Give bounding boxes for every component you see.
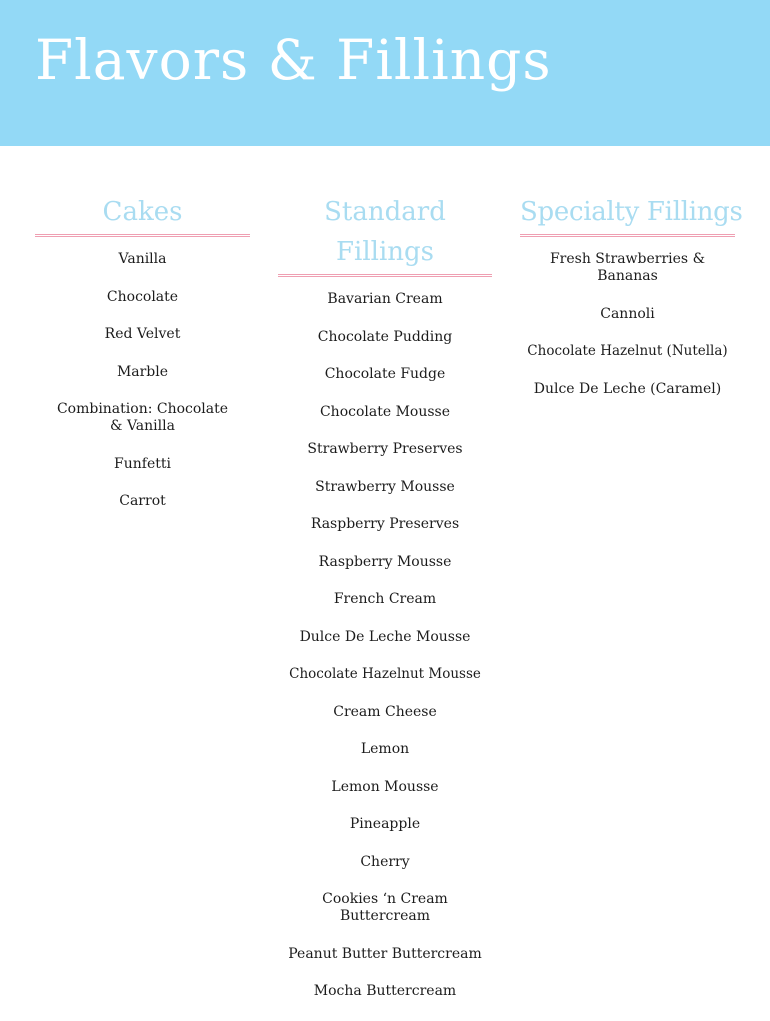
standard-fillings-column [278, 192, 492, 1021]
list-item: Vanilla [118, 251, 167, 267]
list-item: Chocolate Mousse [319, 403, 451, 420]
list-item: Dulce De Leche (Caramel) [533, 380, 722, 397]
specialty-fillings-column [520, 192, 743, 418]
list-item [278, 891, 492, 925]
list-item: Pineapple [349, 816, 421, 832]
cakes-column [35, 192, 250, 531]
list-item: Lemon Mousse [331, 778, 439, 795]
list-item: Chocolate Pudding [317, 328, 453, 345]
list-item: Carrot [119, 493, 166, 509]
list-item: Funfetti [114, 455, 171, 472]
list-item [35, 401, 250, 435]
list-item: Peanut Butter Buttercream [288, 945, 482, 962]
standard-fillings-heading-text: Standard Fillings [324, 197, 446, 267]
header-banner [0, 0, 770, 146]
specialty-fillings-heading: Specialty Fillings [520, 192, 735, 237]
cakes-heading: Cakes [35, 192, 250, 237]
specialty-fillings-list [520, 237, 735, 398]
list-item: Dulce De Leche Mousse [299, 628, 471, 645]
list-item: Cherry [360, 853, 410, 870]
list-item: Cream Cheese [333, 703, 437, 720]
list-item: Mocha Buttercream [313, 983, 457, 999]
list-item: Bavarian Cream [327, 291, 443, 307]
list-item: Strawberry Mousse [315, 478, 455, 495]
list-item: Cannoli [600, 305, 655, 322]
list-item: Marble [116, 363, 169, 380]
list-item-text: Cookies ‘n Cream Buttercream [322, 891, 448, 924]
standard-fillings-list [278, 277, 492, 1000]
list-item: Chocolate Fudge [324, 366, 446, 382]
list-item: Chocolate Hazelnut (Nutella) [527, 343, 728, 359]
list-item [520, 251, 735, 285]
list-item: Red Velvet [104, 326, 181, 342]
list-item: Chocolate Hazelnut Mousse [289, 666, 481, 682]
cakes-list [35, 237, 250, 510]
list-item: French Cream [333, 591, 437, 607]
standard-fillings-heading [278, 192, 492, 277]
list-item: Lemon [360, 741, 410, 757]
list-item: Strawberry Preserves [307, 441, 463, 457]
list-item-text: Fresh Strawberries & Bananas [549, 251, 706, 284]
page-title: Flavors & Fillings [35, 28, 552, 92]
list-item: Raspberry Mousse [318, 553, 452, 570]
list-item: Chocolate [106, 288, 179, 305]
list-item: Raspberry Preserves [310, 516, 460, 532]
list-item-text: Combination: Chocolate & Vanilla [56, 401, 229, 434]
